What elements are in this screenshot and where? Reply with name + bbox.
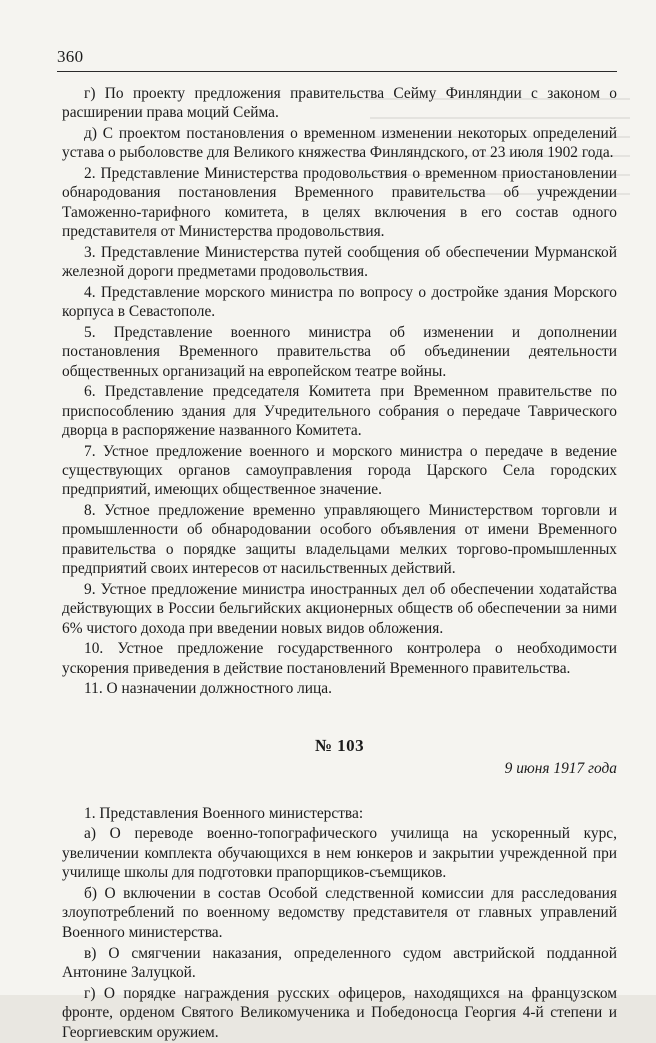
agenda-item: 7. Устное предложение военного и морского министра о передаче в ведение существующих органов самоуправления города Царского Села городских предприятий, имеющих общественное значение. — [62, 442, 617, 499]
agenda-item: 2. Представление Министерства продовольствия о временном приостановлении обнародования постановления Временного правительства об учреждении Таможенно-тарифного комитета, в целях включения в его состав одного представителя от Министерства продовольствия. — [62, 165, 617, 241]
agenda-item: 8. Устное предложение временно управляющего Министерством торговли и промышленности об обнародовании особого объявления от имени Временного правительства о порядке защиты владельцами мелких торгово-промышленных предприятий своих интересов от насильственных действий. — [62, 502, 617, 578]
agenda-item: 5. Представление военного министра об изменении и дополнении постановления Временного правительства об объединении деятельности общественных организаций на европейском театре войны. — [62, 323, 617, 380]
agenda-item: г) О порядке награждения русских офицеров, находящихся на французском фронте, орденом Святого Великомученика и Победоносца Георгия 4-й степени и Георгиевским оружием. — [62, 984, 617, 1041]
agenda-item: 6. Представление председателя Комитета при Временном правительстве по приспособлению здания для Учредительного собрания о передаче Таврического дворца в распоряжение названного Комитета. — [62, 383, 617, 440]
agenda-list — [62, 804, 617, 1042]
agenda-item: в) О смягчении наказания, определенного судом австрийской подданной Антонине Залуцкой. — [62, 944, 617, 982]
agenda-item: б) О включении в состав Особой следственной комиссии для расследования злоупотреблений по военному ведомству представителя от главных управлений Военного министерства. — [62, 885, 617, 941]
agenda-item: 10. Устное предложение государственного контролера о необходимости ускорения приведения в действие постановлений Временного правительства. — [62, 640, 617, 677]
document-number-heading: № 103 — [314, 735, 365, 755]
agenda-item: г) По проекту предложения правительства Сейму Финляндии с законом о расширении права моций Сейма. — [62, 85, 617, 122]
agenda-item: 1. Представления Военного министерства: — [84, 804, 364, 822]
document-date: 9 июня 1917 года — [504, 759, 617, 777]
page-number: 360 — [57, 47, 84, 66]
page-body — [62, 84, 617, 1043]
agenda-continuation — [62, 84, 617, 699]
agenda-item: 9. Устное предложение министра иностранных дел об обеспечении ходатайства действующих в России бельгийских акционерных обществ об обеспечении за ними 6% чистого дохода при введении новых видов обложения. — [62, 580, 617, 637]
agenda-item: 3. Представление Министерства путей сообщения об обеспечении Мурманской железной дороги предметами продовольствия. — [62, 243, 617, 281]
agenda-item: 11. О назначении должностного лица. — [84, 680, 332, 698]
agenda-item: д) С проектом постановления о временном изменении некоторых определений устава о рыболовстве для Великого княжества Финляндского, от 23 июля 1902 года. — [62, 125, 617, 162]
agenda-item: 4. Представление морского министра по вопросу о достройке здания Морского корпуса в Севастополе. — [62, 283, 617, 321]
header-divider — [57, 71, 617, 72]
agenda-item: а) О переводе военно-топографического училища на ускоренный курс, увеличении комплекта обучающихся в нем юнкеров и закрытии учрежденной при училище школы для подготовки прапорщиков-съемщиков. — [62, 825, 617, 882]
